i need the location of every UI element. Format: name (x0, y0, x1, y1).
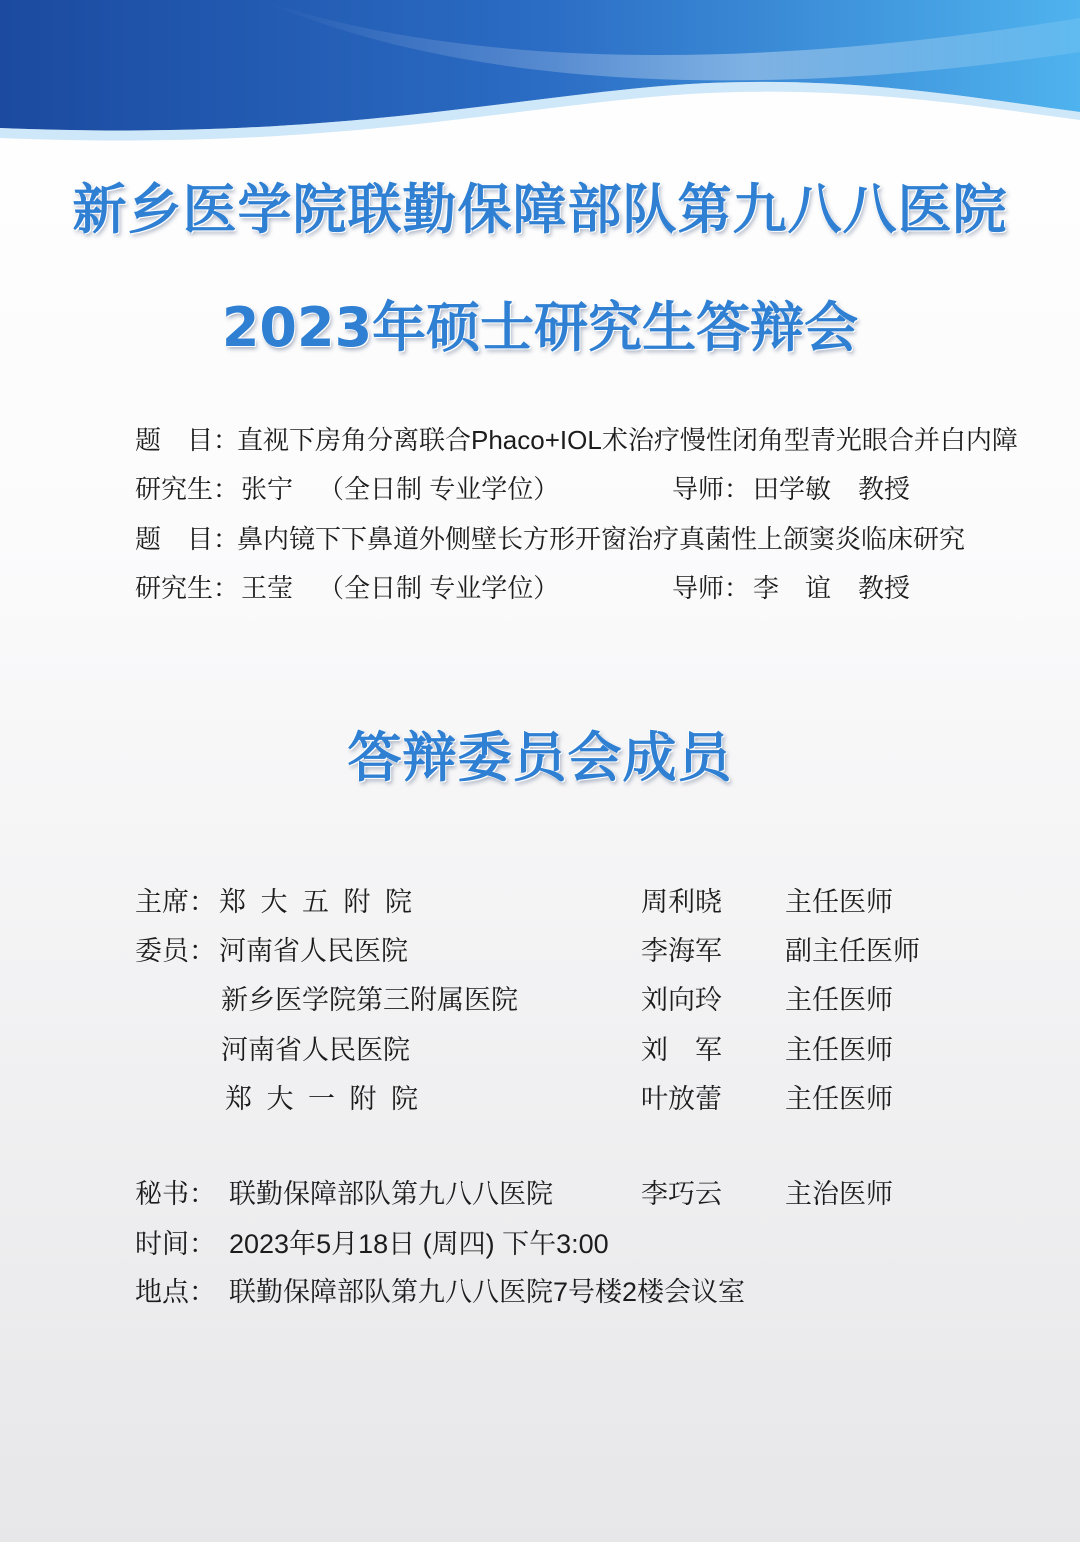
thesis-2-advisor-title: 教授 (858, 573, 911, 603)
thesis-2-student-row (0, 568, 1080, 608)
member-org: 新乡医学院第三附属医院 (221, 985, 518, 1015)
member-name: 叶放蕾 (641, 1084, 722, 1114)
time-label: 时间： (135, 1229, 216, 1259)
time-row (0, 1224, 1080, 1264)
member-name: 刘向玲 (641, 985, 722, 1015)
committee-member-row (0, 882, 1080, 922)
secretary-title: 主治医师 (785, 1179, 893, 1209)
member-role: 委员： (135, 936, 216, 966)
thesis-1-student-label: 研究生： (135, 474, 240, 504)
thesis-2-topic-label: 题 目： (135, 524, 240, 554)
member-title: 主任医师 (785, 1084, 893, 1114)
location-row (0, 1272, 1080, 1312)
member-org: 河南省人民医院 (221, 1035, 410, 1065)
thesis-2-advisor-label: 导师： (672, 573, 751, 603)
thesis-1-study-type: （全日制 专业学位） (318, 474, 560, 504)
secretary-row (0, 1174, 1080, 1214)
member-title: 主任医师 (785, 985, 893, 1015)
thesis-2-student-name: 王莹 (241, 573, 294, 603)
committee-member-row (0, 931, 1080, 971)
member-title: 主任医师 (785, 1035, 893, 1065)
member-role: 主席： (135, 887, 216, 917)
thesis-1-topic-label: 题 目： (135, 425, 240, 455)
thesis-1-advisor-label: 导师： (672, 474, 751, 504)
thesis-2-advisor-name: 李 谊 (753, 573, 832, 603)
member-title: 副主任医师 (785, 936, 920, 966)
thesis-1-topic: 直视下房角分离联合Phaco+IOL术治疗慢性闭角型青光眼合并白内障 (237, 425, 1018, 455)
member-name: 李海军 (641, 936, 722, 966)
secretary-org: 联勤保障部队第九八八医院 (229, 1179, 553, 1209)
thesis-2-student-label: 研究生： (135, 573, 240, 603)
thesis-1-topic-row (0, 420, 1080, 460)
member-title: 主任医师 (785, 887, 893, 917)
page-subtitle: 2023年硕士研究生答辩会 (221, 296, 859, 359)
thesis-1-student-row (0, 469, 1080, 509)
member-org: 河南省人民医院 (219, 936, 408, 966)
member-name: 周利晓 (641, 887, 722, 917)
committee-member-row (0, 980, 1080, 1020)
member-org: 郑 大 五 附 院 (219, 887, 413, 917)
thesis-2-topic-row (0, 519, 1080, 559)
location-label: 地点： (135, 1277, 216, 1307)
secretary-name: 李巧云 (641, 1179, 722, 1209)
secretary-label: 秘书： (135, 1179, 216, 1209)
committee-member-row (0, 1079, 1080, 1119)
thesis-2-study-type: （全日制 专业学位） (318, 573, 560, 603)
time-value: 2023年5月18日 (周四) 下午3:00 (229, 1229, 609, 1259)
member-org: 郑 大 一 附 院 (225, 1084, 419, 1114)
location-value: 联勤保障部队第九八八医院7号楼2楼会议室 (229, 1277, 746, 1307)
committee-member-row (0, 1030, 1080, 1070)
thesis-1-advisor-name: 田学敏 (753, 474, 832, 504)
header-banner (0, 0, 1080, 150)
thesis-1-advisor-title: 教授 (858, 474, 911, 504)
page-title: 新乡医学院联勤保障部队第九八八医院 (72, 178, 1008, 241)
member-name: 刘 军 (641, 1035, 722, 1065)
thesis-1-student-name: 张宁 (241, 474, 294, 504)
thesis-2-topic: 鼻内镜下下鼻道外侧壁长方形开窗治疗真菌性上颌窦炎临床研究 (237, 524, 966, 554)
committee-heading: 答辩委员会成员 (347, 726, 733, 789)
